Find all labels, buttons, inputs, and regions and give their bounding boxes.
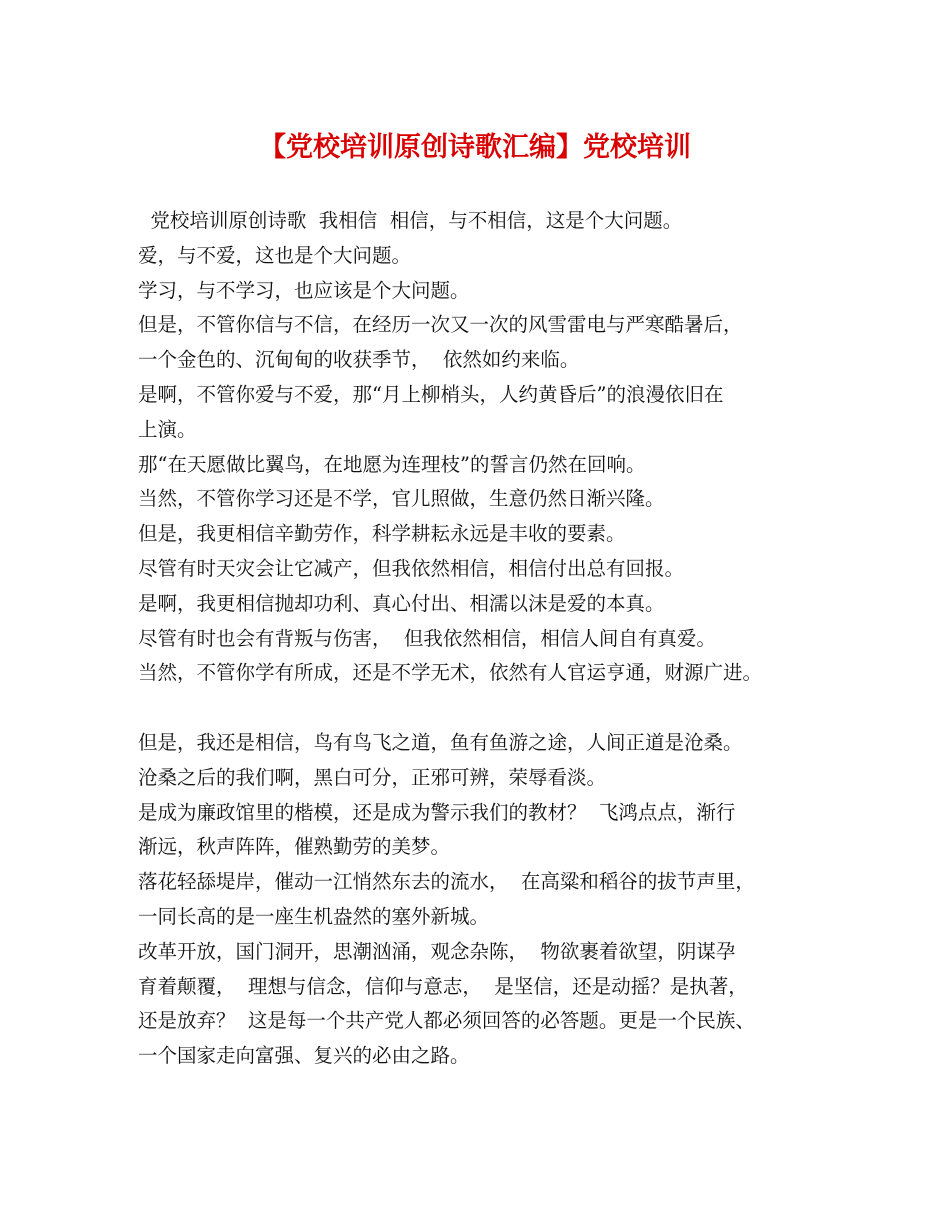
poem-line: 一个国家走向富强、复兴的必由之路。 bbox=[138, 1044, 470, 1068]
poem-line: 爱，与不爱，这也是个大问题。 bbox=[138, 243, 412, 267]
poem-line: 当然，不管你学有所成，还是不学无术，依然有人官运亨通，财源广进。 bbox=[138, 661, 763, 685]
document-title: 【党校培训原创诗歌汇编】党校培训 bbox=[259, 132, 691, 163]
poem-line: 但是，不管你信与不信，在经历一次又一次的风雪雷电与严寒酷暑后， bbox=[138, 313, 743, 337]
poem-line: 尽管有时也会有背叛与伤害， 但我依然相信，相信人间自有真爱。 bbox=[138, 626, 716, 650]
poem-line: 落花轻舔堤岸，催动一江悄然东去的流水， 在高粱和稻谷的拔节声里， bbox=[138, 870, 755, 894]
poem-line: 当然，不管你学习还是不学，官儿照做，生意仍然日渐兴隆。 bbox=[138, 487, 665, 511]
poem-line: 那“在天愿做比翼鸟，在地愿为连理枝”的誓言仍然在回响。 bbox=[138, 452, 646, 476]
poem-line: 党校培训原创诗歌 我相信 相信，与不相信，这是个大问题。 bbox=[138, 209, 683, 232]
poem-line: 育着颠覆， 理想与信念，信仰与意志， 是坚信，还是动摇？是执著， bbox=[138, 974, 748, 998]
poem-line: 尽管有时天灾会让它减产，但我依然相信，相信付出总有回报。 bbox=[138, 556, 685, 580]
poem-line: 是啊，我更相信抛却功利、真心付出、相濡以沫是爱的本真。 bbox=[138, 591, 665, 615]
poem-line: 沧桑之后的我们啊，黑白可分，正邪可辨，荣辱看淡。 bbox=[138, 765, 607, 789]
poem-line: 但是，我还是相信，鸟有鸟飞之道，鱼有鱼游之途，人间正道是沧桑。 bbox=[138, 730, 743, 754]
poem-line: 上演。 bbox=[138, 417, 197, 441]
poem-body bbox=[138, 204, 838, 1074]
poem-line: 改革开放，国门洞开，思潮汹涌，观念杂陈， 物欲裹着欲望，阴谋孕 bbox=[138, 939, 736, 963]
poem-line: 是啊，不管你爱与不爱，那“月上柳梢头，人约黄昏后”的浪漫依旧在 bbox=[138, 382, 724, 406]
blank-line bbox=[138, 691, 838, 726]
poem-line: 学习，与不学习，也应该是个大问题。 bbox=[138, 278, 470, 302]
poem-line: 一个金色的、沉甸甸的收获季节， 依然如约来临。 bbox=[138, 348, 580, 372]
poem-line: 一同长高的是一座生机盎然的塞外新城。 bbox=[138, 904, 490, 928]
poem-line: 但是，我更相信辛勤劳作，科学耕耘永远是丰收的要素。 bbox=[138, 522, 626, 546]
poem-line: 还是放弃？ 这是每一个共产党人都必须回答的必答题。更是一个民族、 bbox=[138, 1009, 755, 1033]
poem-line: 渐远，秋声阵阵，催熟勤劳的美梦。 bbox=[138, 835, 451, 859]
poem-line: 是成为廉政馆里的楷模，还是成为警示我们的教材？ 飞鸿点点，渐行 bbox=[138, 800, 736, 824]
